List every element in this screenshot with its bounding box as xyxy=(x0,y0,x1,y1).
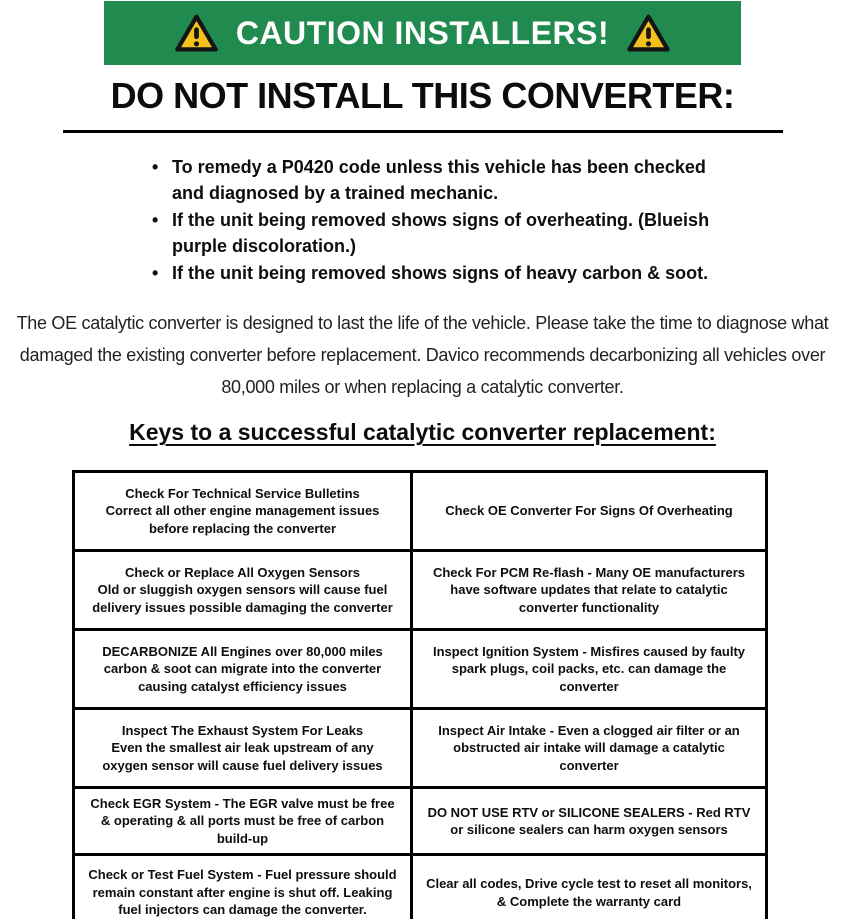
warning-list-item xyxy=(150,154,735,206)
warning-text: If the unit being removed shows signs of overheating. (Blueish purple discoloration.) xyxy=(172,210,710,256)
table-cell-line: Check For PCM Re-flash - Many OE manufacturers have software updates that relate to catalytic converter functionality xyxy=(432,564,746,615)
table-cell-line: Check or Test Fuel System - Fuel pressure should remain constant after engine is shut off. Leaking fuel injectors can damage the converter. xyxy=(88,867,397,918)
keys-heading: Keys to a successful catalytic converter replacement: xyxy=(129,419,716,445)
table-row xyxy=(74,472,767,551)
table-cell-line: Clear all codes, Drive cycle test to reset all monitors, & Complete the warranty card xyxy=(426,876,752,909)
table-cell-left xyxy=(74,472,412,551)
table-cell-line: Inspect The Exhaust System For Leaks xyxy=(121,722,364,738)
caution-banner xyxy=(104,1,741,65)
table-cell-line: Inspect Air Intake - Even a clogged air filter or an obstructed air intake will damage a catalytic converter xyxy=(438,722,740,773)
info-paragraph: The OE catalytic converter is designed to last the life of the vehicle. Please take the time to diagnose what damaged the existing converter before replacement. Davico recommends decarbonizing all vehicles over 80,000 miles or when replacing a catalytic converter. xyxy=(16,313,829,397)
keys-table xyxy=(72,470,768,919)
warning-triangle-icon xyxy=(173,12,220,55)
table-cell-line: Check or Replace All Oxygen Sensors xyxy=(124,564,361,580)
warning-list-item xyxy=(150,207,735,259)
table-cell-line: Check EGR System - The EGR valve must be free & operating & all ports must be free of carbon build-up xyxy=(90,795,395,846)
table-cell-line: Even the smallest air leak upstream of any oxygen sensor will cause fuel delivery issues xyxy=(102,740,383,773)
warning-triangle-icon xyxy=(625,12,672,55)
caution-banner-label: CAUTION INSTALLERS! xyxy=(235,14,610,51)
table-row xyxy=(74,551,767,630)
table-cell-right xyxy=(412,788,767,855)
table-cell-line: Old or sluggish oxygen sensors will cause fuel delivery issues possible damaging the converter xyxy=(92,582,393,615)
warning-text: To remedy a P0420 code unless this vehicle has been checked and diagnosed by a trained mechanic. xyxy=(172,157,706,203)
table-cell-line: DECARBONIZE All Engines over 80,000 miles carbon & soot can migrate into the converter causing catalyst efficiency issues xyxy=(102,643,383,694)
table-cell-right xyxy=(412,472,767,551)
warning-text: If the unit being removed shows signs of heavy carbon & soot. xyxy=(172,263,709,283)
table-cell-line: Inspect Ignition System - Misfires caused by faulty spark plugs, coil packs, etc. can damage the converter xyxy=(432,643,746,694)
table-cell-right xyxy=(412,855,767,919)
table-cell-left xyxy=(74,788,412,855)
table-row xyxy=(74,630,767,709)
table-cell-line: Check OE Converter For Signs Of Overheating xyxy=(445,503,733,519)
table-row xyxy=(74,709,767,788)
warning-list xyxy=(150,154,735,286)
table-cell-left xyxy=(74,709,412,788)
table-cell-left xyxy=(74,551,412,630)
table-row xyxy=(74,855,767,919)
table-cell-left xyxy=(74,630,412,709)
warning-list-item xyxy=(150,260,735,286)
table-row xyxy=(74,788,767,855)
divider-line xyxy=(63,130,783,133)
table-cell-line: Correct all other engine management issues before replacing the converter xyxy=(105,503,380,536)
table-cell-line: Check For Technical Service Bulletins xyxy=(125,485,360,501)
table-cell-line: DO NOT USE RTV or SILICONE SEALERS - Red RTV or silicone sealers can harm oxygen sensors xyxy=(427,804,751,837)
table-cell-right xyxy=(412,709,767,788)
table-cell-left xyxy=(74,855,412,919)
table-cell-right xyxy=(412,630,767,709)
page-title: DO NOT INSTALL THIS CONVERTER: xyxy=(110,75,735,116)
table-cell-right xyxy=(412,551,767,630)
